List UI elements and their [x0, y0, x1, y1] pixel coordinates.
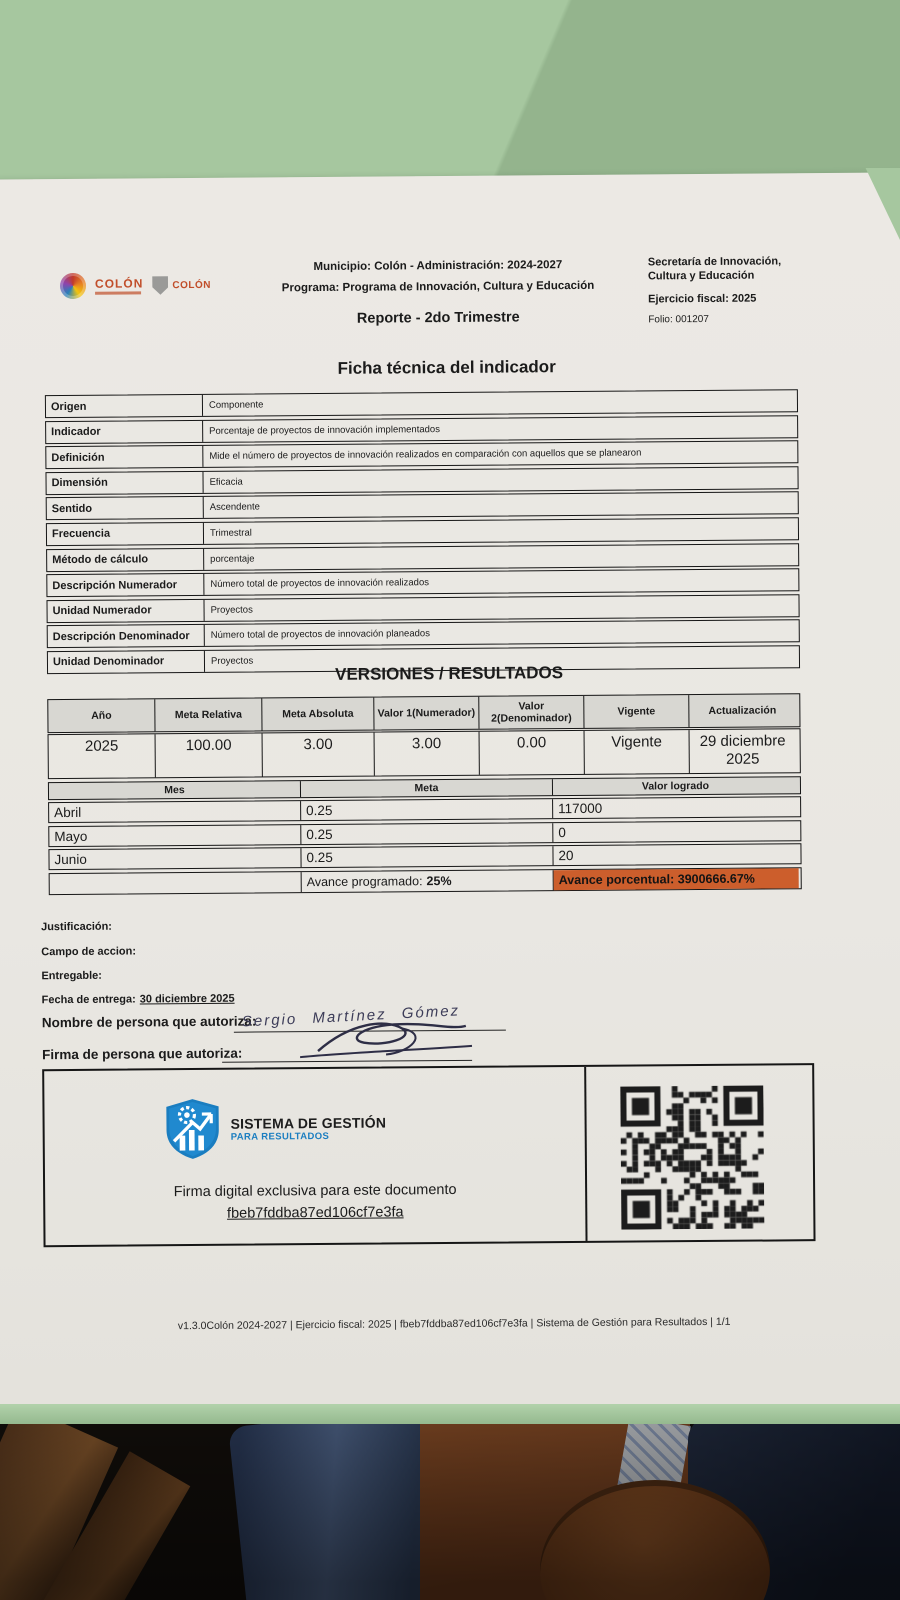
table-row: [47, 620, 800, 649]
sgr-shield-logo-icon: [164, 1098, 220, 1160]
reporte-line: Reporte - 2do Trimestre: [356, 309, 520, 327]
background-floor-scene: [0, 1424, 900, 1600]
month-row: [48, 820, 801, 847]
table-row: [46, 568, 799, 597]
ficha-table: [45, 389, 800, 676]
row-label: Descripción Denominador: [48, 625, 205, 647]
row-value: Mide el número de proyectos de innovación realizados en comparación con aquellos que se planearon: [209, 447, 642, 463]
versiones-title: VERSIONES / RESULTADOS: [335, 663, 564, 684]
column-header: Meta Relativa: [155, 698, 262, 731]
row-value: Componente: [208, 399, 264, 411]
table-row: [45, 466, 798, 495]
table-row: [46, 517, 799, 546]
row-label: Origen: [46, 395, 203, 417]
colon-circle-logo-icon: [60, 273, 86, 299]
floor-shadow: [0, 1424, 900, 1600]
sgr-title: SISTEMA DE GESTIÓN: [230, 1114, 387, 1132]
crest-text: COLÓN: [172, 279, 212, 291]
column-header: Valor 2(Denominador): [479, 696, 584, 729]
folio: Folio: 001207: [648, 314, 709, 326]
cell-valor-logrado: 117000: [558, 800, 603, 817]
colon-wordmark-text: COLÓN: [94, 275, 144, 291]
column-header: Mes: [49, 781, 301, 799]
row-value: Ascendente: [209, 501, 260, 514]
sgr-brand-text: [231, 1114, 387, 1142]
table-surface-shadow: [0, 0, 900, 185]
column-header: Meta: [301, 779, 553, 797]
resultados-table: [47, 693, 802, 895]
justificacion-label: Justificación:: [41, 920, 113, 934]
cell-meta: 0.25: [301, 823, 553, 844]
document-paper: [0, 172, 900, 1411]
resultados-header-row: [47, 693, 800, 733]
row-label: Frecuencia: [47, 523, 204, 545]
empty-cell: [50, 872, 302, 894]
month-row: [48, 843, 801, 870]
cell-ano: 2025: [49, 734, 156, 778]
column-header: Año: [48, 699, 155, 732]
cell-meta: 0.25: [301, 799, 553, 820]
ficha-title: Ficha técnica del indicador: [337, 357, 556, 378]
row-value: Número total de proyectos de innovación planeados: [210, 628, 430, 642]
row-label: Unidad Denominador: [48, 651, 205, 673]
header-center: [218, 258, 659, 327]
sgr-brand: [164, 1097, 386, 1161]
secretaria-line2: Cultura y Educación: [647, 269, 755, 283]
cell-mes: Junio: [49, 848, 301, 869]
cell-mes: Mayo: [49, 825, 301, 846]
table-row: [45, 440, 798, 469]
colon-crest-logo: [152, 275, 211, 294]
cell-valor-logrado: 20: [558, 848, 574, 864]
digital-signature-hash: fbeb7fddba87ed106cf7e3fa: [226, 1204, 404, 1222]
campo-accion-label: Campo de accion:: [41, 945, 137, 959]
row-value: Eficacia: [209, 476, 243, 488]
secretaria-line1: Secretaría de Innovación,: [647, 255, 782, 269]
column-header: Valor logrado: [641, 779, 710, 793]
avance-porcentual-label: Avance porcentual:: [558, 872, 675, 887]
avance-row: [49, 867, 802, 895]
firma-autoriza-label: Firma de persona que autoriza:: [41, 1045, 243, 1063]
column-header: Meta Absoluta: [262, 698, 374, 731]
row-label: Método de cálculo: [47, 548, 204, 570]
entregable-label: Entregable:: [41, 969, 102, 983]
handwritten-signature: [290, 1012, 480, 1065]
table-row: [46, 543, 799, 572]
crest-shield-icon: [152, 276, 168, 295]
cell-mes: Abril: [49, 801, 301, 822]
row-value: Trimestral: [209, 527, 252, 539]
fecha-entrega-row: [42, 993, 235, 1007]
row-label: Sentido: [47, 497, 204, 519]
row-value: Proyectos: [210, 655, 254, 667]
table-row: [45, 389, 798, 418]
avance-porcentual-value: 3900666.67%: [677, 871, 755, 886]
digital-signature-caption: Firma digital exclusiva para este documento: [173, 1181, 457, 1201]
municipio-line: Municipio: Colón - Administración: 2024-2027: [313, 259, 563, 274]
column-header: Actualización: [708, 704, 777, 717]
cell-actualizacion: 29 diciembre 2025: [699, 732, 786, 768]
header-right: [648, 255, 819, 327]
avance-programado-cell: [302, 870, 554, 892]
header-logos: [60, 272, 211, 299]
table-row: [45, 415, 798, 444]
cell-vigente: Vigente: [585, 730, 690, 774]
cell-valor2: 0.00: [480, 731, 585, 775]
row-value: Número total de proyectos de innovación realizados: [210, 577, 430, 591]
colon-wordmark-underline: [95, 291, 141, 294]
nombre-autoriza-label: Nombre de persona que autoriza:: [41, 1013, 257, 1031]
cell-valor-logrado: 0: [558, 824, 566, 840]
row-value: Proyectos: [210, 604, 253, 616]
row-label: Dimensión: [46, 472, 203, 494]
table-row: [46, 492, 799, 521]
table-row: [46, 594, 799, 623]
row-value: Porcentaje de proyectos de innovación implementados: [209, 423, 440, 437]
cell-valor1: 3.00: [375, 732, 480, 776]
avance-programado-value: 25%: [426, 873, 452, 888]
row-label: Definición: [46, 446, 203, 468]
page-footer: v1.3.0Colón 2024-2027 | Ejercicio fiscal: 2025 | fbeb7fddba87ed106cf7e3fa | Sistema de Gestión para Resultados | 1/1: [177, 1315, 731, 1333]
programa-line: Programa: Programa de Innovación, Cultura y Educación: [281, 279, 595, 295]
fecha-entrega-label: Fecha de entrega:: [41, 993, 136, 1007]
avance-programado-label: Avance programado:: [306, 874, 423, 889]
cell-meta-relativa: 100.00: [156, 733, 263, 777]
cell-meta: 0.25: [301, 846, 553, 867]
fecha-entrega-value: 30 diciembre 2025: [139, 992, 235, 1006]
row-value: porcentaje: [210, 553, 255, 565]
avance-porcentual-cell: [554, 868, 799, 890]
column-header: Valor 1(Numerador): [374, 697, 479, 730]
row-label: Indicador: [46, 421, 203, 443]
resultados-data-row: [48, 728, 801, 779]
row-label: Unidad Numerador: [47, 600, 204, 622]
handwritten-name: Sergio Martínez Gómez: [241, 1002, 461, 1031]
month-row: [48, 796, 801, 823]
qr-code: [620, 1086, 764, 1230]
cell-meta-absoluta: 3.00: [263, 733, 375, 777]
ejercicio-fiscal: Ejercicio fiscal: 2025: [648, 292, 757, 305]
row-label: Descripción Numerador: [47, 574, 204, 596]
sgr-subtitle: PARA RESULTADOS: [230, 1130, 330, 1143]
colon-wordmark: [95, 277, 143, 294]
column-header: Vigente: [584, 695, 689, 728]
